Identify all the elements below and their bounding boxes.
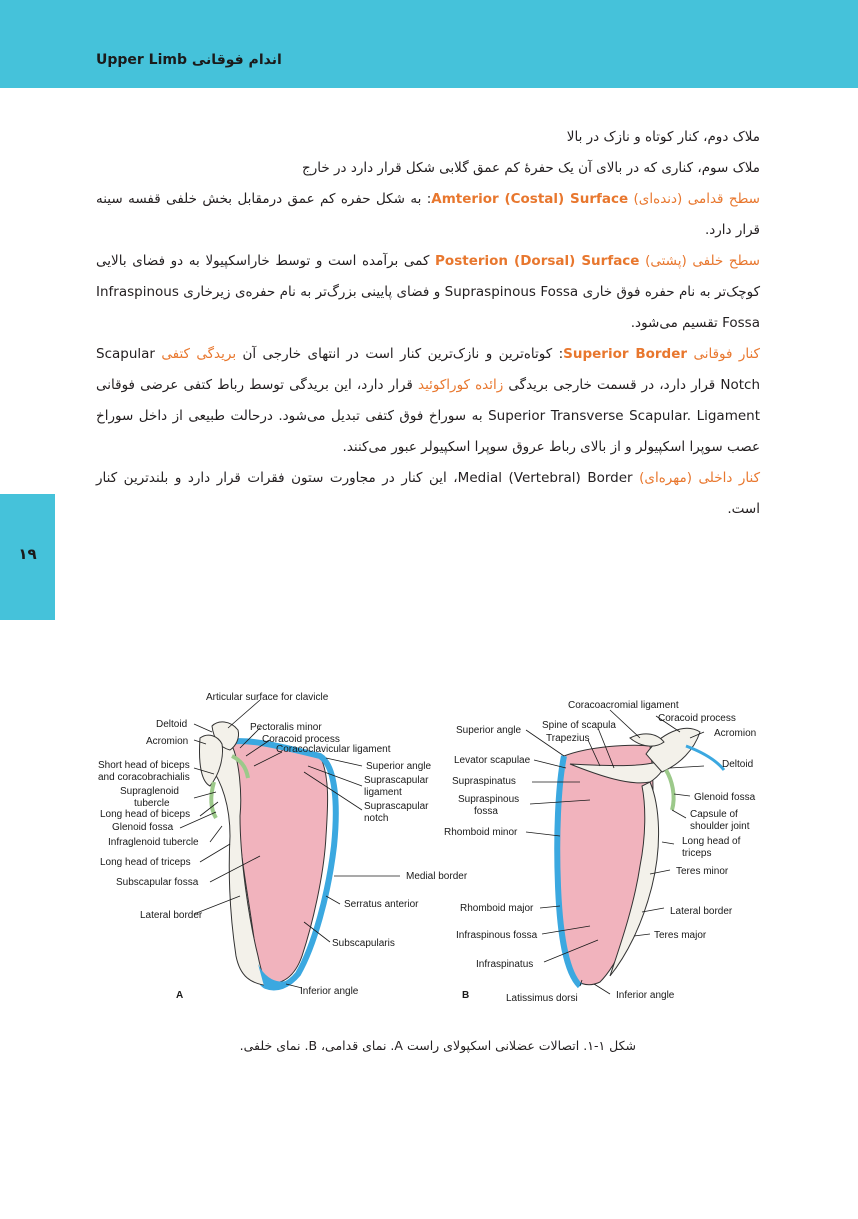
scapula-illustration [90,686,770,1006]
page-number: ۱۹ [18,545,37,563]
label-articular-surface: Articular surface for clavicle [206,692,329,703]
label-infraspinous-fossa: Infraspinous fossa [456,930,538,941]
label-infraglenoid: Infraglenoid tubercle [108,837,199,848]
term-highlight: سطح قدامی (دنده‌ای) [628,191,760,207]
term-highlight: Posterion (Dorsal) Surface [435,253,640,269]
label-short-head-2: and coracobrachialis [98,772,190,783]
paragraph [96,122,760,153]
paragraph-text: کمی برآمده است و توسط خاراسکپیولا به دو فضای بالایی کوچک‌تر به نام حفره فوق خاری Supraspinous Fossa و فضای پایینی بزرگ‌تر به نام حفره‌ی زیرخاری Infraspinous Fossa تقسیم می‌شود. [96,253,761,331]
label-deltoid-a: Deltoid [156,719,188,730]
paragraph [96,246,760,339]
panel-b-letter: B [462,990,470,1001]
label-long-head-biceps: Long head of biceps [100,809,191,820]
paragraph-text: : به شکل حفره کم عمق درمقابل بخش خلفی قفسه سینه قرار دارد. [96,191,760,238]
figure-caption: شکل ۱-۱. اتصالات عضلانی اسکپولای راست A. نمای قدامی، B. نمای خلفی. [239,1038,636,1053]
header-title: Upper Limb اندام فوقانی [96,52,282,68]
label-supraglenoid-2: tubercle [134,798,170,809]
label-serratus-anterior: Serratus anterior [344,899,419,910]
label-medial-border: Medial border [406,871,468,882]
term-highlight: Superior Border [563,346,688,362]
term-highlight: بریدگی کتفی [161,346,237,362]
paragraph-text: Medial (Vertebral) Border، این کنار در مجاورت ستون فقرات قرار دارد و بلندترین کنار است. [96,470,760,517]
label-inferior-angle-a: Inferior angle [300,986,359,997]
label-subscapularis: Subscapularis [332,938,395,949]
paragraph [96,184,760,246]
label-infraspinatus: Infraspinatus [476,959,534,970]
label-supraglenoid-1: Supraglenoid [120,786,179,797]
paragraph-text: ملاک دوم، کنار کوتاه و نازک در بالا [566,129,760,145]
label-inferior-angle-b: Inferior angle [616,990,675,1001]
label-trapezius: Trapezius [546,733,590,744]
label-latissimus: Latissimus dorsi [506,993,578,1004]
label-glenoid-fossa-a: Glenoid fossa [112,822,174,833]
term-highlight: کنار فوقانی [687,346,760,362]
scapula-figure [90,686,770,1006]
term-highlight: کنار داخلی (مهره‌ای) [632,470,760,486]
label-lateral-border-b: Lateral border [670,906,733,917]
label-suprascapular-notch-1: Suprascapular [364,801,429,812]
label-teres-minor: Teres minor [676,866,729,877]
page-header-band [0,0,858,88]
panel-a-letter: A [176,990,184,1001]
label-coracoacromial: Coracoacromial ligament [568,700,679,711]
label-suprascapular-notch-2: notch [364,813,389,824]
label-levator-scapulae: Levator scapulae [454,755,531,766]
label-coracoclavicular: Coracoclavicular ligament [276,744,391,755]
label-spine-of-scapula: Spine of scapula [542,720,616,731]
label-supraspinous-1: Supraspinous [458,794,520,805]
anterior-scapula [199,722,335,989]
label-coracoid-process-a: Coracoid process [262,734,340,745]
paragraph [96,339,760,463]
label-coracoid-process-b: Coracoid process [658,713,736,724]
body-text [96,122,760,525]
label-acromion-a: Acromion [146,736,189,747]
label-suprascapular-lig-2: ligament [364,787,402,798]
label-lateral-border-a: Lateral border [140,910,203,921]
label-teres-major: Teres major [654,930,707,941]
label-long-head-triceps: Long head of triceps [100,857,191,868]
label-subscapular-fossa: Subscapular fossa [116,877,199,888]
label-suprascapular-lig-1: Suprascapular [364,775,429,786]
label-rhomboid-minor: Rhomboid minor [444,827,518,838]
label-capsule-1: Capsule of [690,809,738,820]
paragraph-text: : کوتاه‌ترین و نازک‌ترین کنار است در انتهای خارجی آن [236,346,564,362]
label-rhomboid-major: Rhomboid major [460,903,534,914]
term-highlight: زائده کوراکوئید [417,377,504,393]
label-supraspinatus: Supraspinatus [452,776,516,787]
paragraph [96,153,760,184]
term-highlight: سطح خلفی (پشتی) [639,253,760,269]
label-short-head-1: Short head of biceps [98,760,190,771]
paragraph-text: قرار دارد، این بریدگی توسط رباط کتفی عرضی فوقانی Superior Transverse Scapular. Ligament به سوراخ فوق کتفی تبدیل می‌شود. درحالت طبیعی از داخل سوراخ عصب سوپرا اسکپیولر و از بالای رباط عروق سوپرا اسکپیولر عبور می‌کنند. [96,377,761,455]
label-acromion-b: Acromion [714,728,757,739]
label-supraspinous-2: fossa [474,806,498,817]
label-superior-angle-b: Superior angle [456,725,522,736]
paragraph-text: ملاک سوم، کناری که در بالای آن یک حفرهٔ کم عمق گلابی شکل قرار دارد در خارج [302,160,760,176]
paragraph [96,463,760,525]
term-highlight: Amterior (Costal) Surface [431,191,629,207]
label-capsule-2: shoulder joint [690,821,750,832]
label-superior-angle-a: Superior angle [366,761,432,772]
label-deltoid-b: Deltoid [722,759,754,770]
paragraph-text: Scapular Notch قرار دارد، در قسمت خارجی بریدگی [96,346,761,393]
label-long-head-1: Long head of [682,836,741,847]
label-pectoralis-minor: Pectoralis minor [250,722,322,733]
label-glenoid-fossa-b: Glenoid fossa [694,792,756,803]
label-long-head-2: triceps [682,848,712,859]
